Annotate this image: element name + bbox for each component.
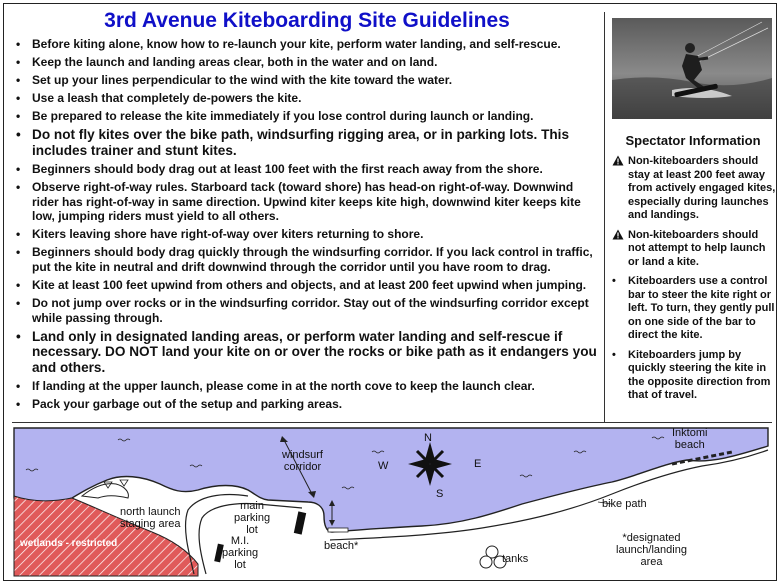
guideline-item: • Before kiting alone, know how to re-launch your kite, perform water landing, and self-rescue. xyxy=(16,37,600,52)
windsurf-corridor-label: windsurf corridor xyxy=(282,449,323,473)
spectator-item-text: Non-kiteboarders should not attempt to help launch or land a kite. xyxy=(628,228,766,268)
spectator-item-text: Kiteboarders use a control bar to steer the kite right or left. To turn, they gently pull on one side of the bar to direct the kite. xyxy=(628,275,775,341)
spectator-item xyxy=(612,349,776,403)
bullet-icon: • xyxy=(612,348,616,361)
spectator-item xyxy=(612,229,776,270)
kiteboarder-photo xyxy=(612,18,772,119)
guideline-item: • Observe right-of-way rules. Starboard tack (toward shore) has head-on right-of-way. Downwind rider has right-of-way in same direction. Upwind kiter keeps kite high, downwind kiter keeps kite low, jumping riders must yield to all others. xyxy=(16,180,600,224)
guideline-item: • Kiters leaving shore have right-of-way over kiters returning to shore. xyxy=(16,227,600,242)
page-title: 3rd Avenue Kiteboarding Site Guidelines xyxy=(104,9,510,32)
guideline-item: • Set up your lines perpendicular to the wind with the kite toward the water. xyxy=(16,73,600,88)
guidelines-list xyxy=(16,37,600,415)
guideline-item: • Beginners should body drag out at least 100 feet with the first reach away from the shore. xyxy=(16,162,600,177)
guideline-item: • Kite at least 100 feet upwind from others and objects, and at least 200 feet upwind when jumping. xyxy=(16,278,600,293)
compass-east: E xyxy=(474,458,482,470)
site-map xyxy=(12,424,772,578)
inktomi-beach-label: Inktomi beach xyxy=(672,427,708,451)
spectator-list xyxy=(612,155,776,409)
guideline-item: • Keep the launch and landing areas clear, both in the water and on land. xyxy=(16,55,600,70)
spectator-item-text: Kiteboarders jump by quickly steering the kite in the opposite direction from that of travel. xyxy=(628,348,771,401)
spectator-title: Spectator Information xyxy=(625,133,761,148)
north-launch-label: north launch staging area xyxy=(120,506,181,530)
spectator-item xyxy=(612,155,776,223)
guideline-item: • Land only in designated landing areas, or perform water landing and self-rescue if necessary. DO NOT land your kite on or over the rocks or bike path as it endangers you and others. xyxy=(16,329,600,376)
warning-icon xyxy=(612,155,624,171)
guideline-item: • Beginners should body drag quickly through the windsurfing corridor. If you lack control in traffic, put the kite in neutral and drift downwind through the corridor until you have room to drag. xyxy=(16,245,600,274)
spectator-item-text: Non-kiteboarders should stay at least 200 feet away from actively engaged kites, especially during launches and landings. xyxy=(628,155,776,221)
mi-parking-label: M.I. parking lot xyxy=(222,535,259,571)
spectator-item xyxy=(612,275,776,343)
bike-path-label: bike path xyxy=(602,498,647,510)
main-parking-label: main parking lot xyxy=(234,500,271,536)
guideline-item: • Use a leash that completely de-powers the kite. xyxy=(16,91,600,106)
beach-label: beach* xyxy=(324,540,359,552)
warning-icon xyxy=(612,229,624,245)
horizontal-divider xyxy=(12,422,772,423)
compass-north: N xyxy=(424,432,432,444)
bullet-icon: • xyxy=(612,275,616,287)
guideline-item: • If landing at the upper launch, please come in at the north cove to keep the launch clear. xyxy=(16,379,600,394)
compass-west: W xyxy=(378,460,389,472)
compass-south: S xyxy=(436,488,444,500)
guideline-item: • Pack your garbage out of the setup and parking areas. xyxy=(16,397,600,412)
wetlands-label: wetlands - restricted xyxy=(20,538,118,549)
vertical-divider xyxy=(604,12,605,422)
tanks-label: tanks xyxy=(502,553,529,565)
guideline-item: • Be prepared to release the kite immediately if you lose control during launch or landing. xyxy=(16,109,600,124)
guideline-item: • Do not jump over rocks or in the windsurfing corridor. Stay out of the windsurfing corridor except while passing through. xyxy=(16,296,600,325)
designated-area-note: *designated launch/landing area xyxy=(616,532,687,568)
guideline-item: • Do not fly kites over the bike path, windsurfing rigging area, or in parking lots. This includes trainer and stunt kites. xyxy=(16,127,600,158)
